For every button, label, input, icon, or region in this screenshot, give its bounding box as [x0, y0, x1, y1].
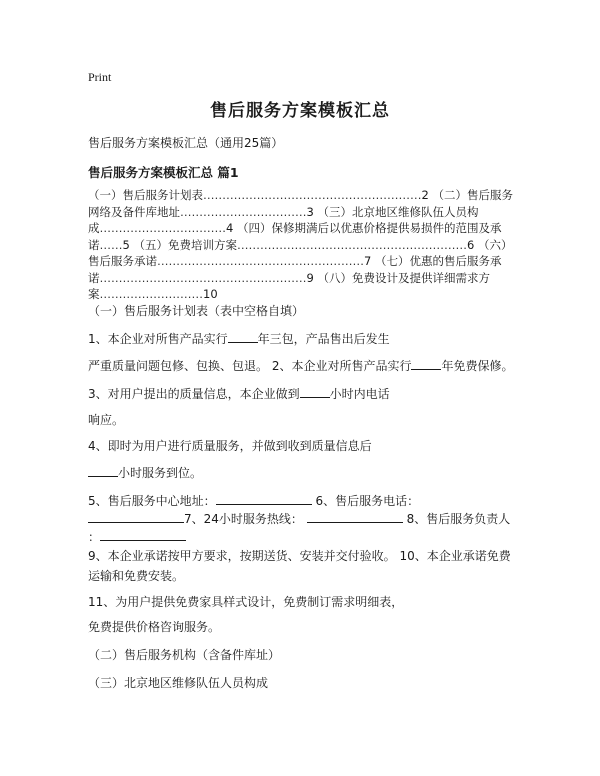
- text-segment: 8、售后服务负责人: [406, 512, 511, 526]
- paragraph-phone-response: [88, 384, 518, 404]
- toc-dots: ………………………………………………: [157, 254, 364, 268]
- paragraph-service-address-phone: [88, 491, 518, 511]
- toc-dots: …………………………………………………: [203, 188, 422, 202]
- toc-label: （一）售后服务计划表: [88, 188, 203, 202]
- toc-page-number: 3: [306, 204, 314, 219]
- table-of-contents: [88, 187, 518, 303]
- fill-blank[interactable]: [88, 463, 118, 477]
- toc-label: （五）免费培训方案: [133, 237, 237, 252]
- paragraph-free-warranty: [88, 356, 518, 376]
- page-title: 售后服务方案模板汇总: [210, 101, 390, 121]
- paragraph-service-arrival: [88, 463, 518, 483]
- toc-label: （六）售后服务承诺: [88, 237, 513, 268]
- fill-blank[interactable]: [216, 491, 312, 505]
- toc-page-number: 7: [364, 254, 372, 268]
- text-segment: 7、24小时服务热线：: [184, 512, 303, 526]
- paragraph-service-plan-heading: （一）售后服务计划表（表中空格自填）: [88, 304, 305, 318]
- toc-dots: ………………………………………………: [99, 270, 307, 285]
- text-segment: 小时内电话: [329, 387, 390, 401]
- paragraph-response: 响应。: [88, 413, 125, 427]
- text-segment: 年免费保修。: [441, 359, 514, 373]
- fill-blank[interactable]: [100, 527, 186, 541]
- text-segment: 6、售后服务电话：: [315, 494, 420, 508]
- fill-blank[interactable]: [88, 509, 184, 523]
- toc-page-number: 4: [226, 221, 234, 235]
- toc-page-number: 9: [306, 270, 314, 285]
- section-heading: 售后服务方案模板汇总 篇1: [88, 165, 239, 180]
- paragraph-repair-team: （三）北京地区维修队伍人员构成: [88, 676, 269, 690]
- toc-label: （四）保修期满后以优惠价格提供易损件的范围及承诺: [88, 221, 502, 252]
- paragraph-hotline-manager: [88, 509, 518, 529]
- toc-label: （七）优惠的售后服务承诺: [88, 254, 502, 285]
- toc-page-number: 6: [466, 237, 475, 252]
- toc-dots: ……: [99, 237, 123, 252]
- text-segment: ：: [88, 530, 101, 544]
- paragraph-manager-blank: [88, 527, 518, 547]
- toc-page-number: 10: [203, 287, 218, 301]
- text-segment: 小时服务到位。: [118, 466, 203, 480]
- text-segment: 5、售后服务中心地址：: [88, 494, 216, 508]
- paragraph-price-consulting: 免费提供价格咨询服务。: [88, 620, 221, 634]
- toc-dots: ………………………: [99, 287, 203, 301]
- document-subtitle: 售后服务方案模板汇总（通用25篇）: [88, 136, 284, 150]
- print-link[interactable]: Print: [88, 70, 112, 84]
- paragraph-delivery-commitment: 9、本企业承诺按甲方要求，按期送货、安装并交付验收。 10、本企业承诺免费运输和免费安装。: [88, 549, 511, 583]
- text-segment: 3、对用户提出的质量信息，本企业做到: [88, 387, 300, 401]
- toc-label: （二）售后服务网络及备件库地址: [88, 188, 513, 219]
- toc-page-number: 5: [122, 237, 130, 252]
- paragraph-service-organization: （二）售后服务机构（含备件库址）: [88, 648, 281, 662]
- toc-dots: ……………………………: [180, 204, 307, 219]
- fill-blank[interactable]: [300, 384, 330, 398]
- fill-blank[interactable]: [307, 509, 403, 523]
- text-segment: 1、本企业对所售产品实行: [88, 332, 228, 346]
- toc-dots: ……………………………………………………: [236, 237, 467, 252]
- toc-item[interactable]: [88, 188, 429, 202]
- paragraph-quality-service: 4、即时为用户进行质量服务，并做到收到质量信息后: [88, 439, 372, 453]
- toc-page-number: 2: [421, 188, 429, 202]
- text-segment: 年三包，产品售出后发生: [257, 332, 390, 346]
- fill-blank[interactable]: [228, 329, 258, 343]
- toc-item[interactable]: [133, 238, 474, 252]
- text-segment: 严重质量问题包修、包换、包退。 2、本企业对所售产品实行: [88, 359, 412, 373]
- toc-label: （三）北京地区维修队伍人员构成: [88, 204, 479, 235]
- fill-blank[interactable]: [411, 356, 441, 370]
- toc-dots: ……………………………: [99, 221, 226, 235]
- paragraph-three-guarantees: [88, 329, 518, 349]
- toc-label: （八）免费设计及提供详细需求方案: [88, 270, 490, 301]
- paragraph-design-service: 11、为用户提供免费家具样式设计，免费制订需求明细表，: [88, 595, 404, 609]
